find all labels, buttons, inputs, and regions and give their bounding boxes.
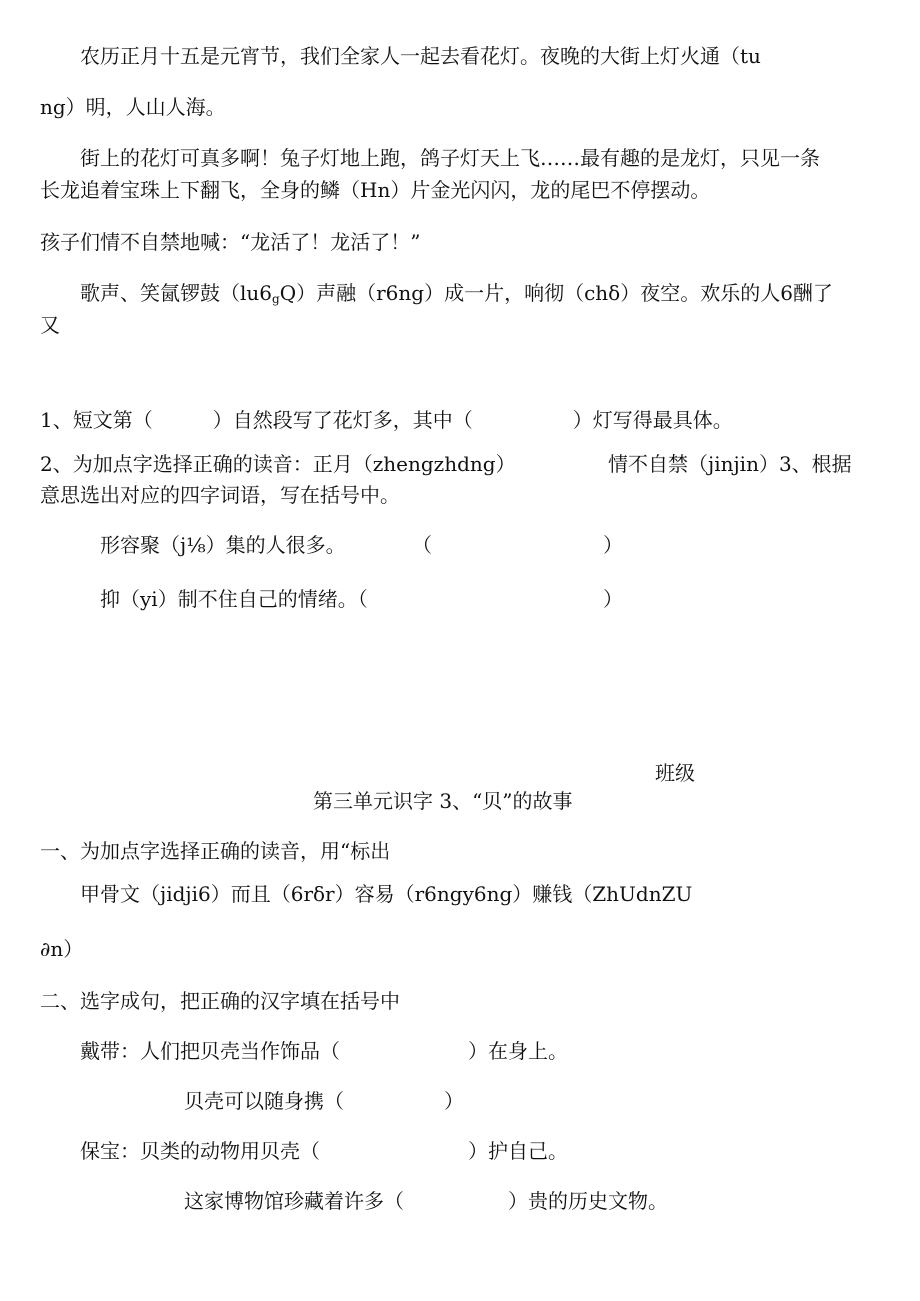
passage-paragraph-1-line-1: 农历正月十五是元宵节，我们全家人一起去看花灯。夜晚的大街上灯火通（tu (80, 44, 761, 68)
passage-paragraph-4-line-1 (80, 279, 833, 313)
passage-paragraph-2-line-2: 长龙追着宝珠上下翻飞，全身的鳞（Hn）片金光闪闪，龙的尾巴不停摆动。 (40, 178, 711, 202)
question-3-item-1-close-paren: ） (603, 533, 623, 557)
question-3-item-2-close-paren: ） (603, 587, 623, 611)
passage-paragraph-3: 孩子们情不自禁地喊：“龙活了！龙活了！” (40, 230, 421, 254)
passage-paragraph-4-subscript: g (272, 292, 280, 306)
question-1: 1、短文第（ ）自然段写了花灯多，其中（ ）灯写得最具体。 (40, 408, 733, 432)
passage-paragraph-4-part-b: Q）声融（r6ng）成一片，响彻（chδ）夜空。欢乐的人6酬了 (279, 281, 833, 305)
bao-sentence-1: 保宝：贝类的动物用贝壳（ (80, 1139, 320, 1163)
dai-sentence-2: 贝壳可以随身携（ (184, 1089, 344, 1113)
passage-paragraph-2-line-1: 街上的花灯可真多啊！兔子灯地上跑，鸽子灯天上飞……最有趣的是龙灯，只见一条 (80, 146, 820, 170)
passage-paragraph-1-line-2: ng）明，人山人海。 (40, 95, 226, 119)
part-1-line-1: 甲骨文（jidji6）而且（6rδr）容易（r6ngy6ng）赚钱（ZhUdnZU (80, 882, 693, 906)
part-1-heading: 一、为加点字选择正确的读音，用“标出 (40, 839, 391, 863)
passage-paragraph-4-line-2: 又 (40, 313, 60, 337)
dai-sentence-2-end: ） (444, 1089, 464, 1113)
part-2-heading: 二、选字成句，把正确的汉字填在括号中 (40, 989, 400, 1013)
class-label: 班级 (655, 761, 695, 785)
section-title: 第三单元识字 3、“贝”的故事 (313, 789, 573, 813)
question-2-part-b: 情不自禁（jinjin）3、根据 (608, 452, 852, 476)
question-3-item-1-open-paren: （ (412, 533, 432, 557)
question-2-part-a: 2、为加点字选择正确的读音：正月（zhengzhdng） (40, 452, 516, 476)
question-3-item-1-text: 形容聚（j⅛）集的人很多。 (100, 533, 346, 557)
bao-sentence-2: 这家博物馆珍藏着许多（ (184, 1189, 404, 1213)
dai-sentence-1: 戴带：人们把贝壳当作饰品（ (80, 1039, 340, 1063)
bao-sentence-1-end: ）护自己。 (468, 1139, 568, 1163)
question-3-item-2-text: 抑（yi）制不住自己的情绪。（ (100, 587, 368, 611)
bao-sentence-2-end: ）贵的历史文物。 (508, 1189, 668, 1213)
dai-sentence-1-end: ）在身上。 (468, 1039, 568, 1063)
part-1-line-2: ∂n） (40, 937, 84, 961)
passage-paragraph-4-part-a: 歌声、笑氤锣鼓（lu6 (80, 281, 273, 305)
question-3-instruction: 意思选出对应的四字词语，写在括号中。 (40, 483, 400, 507)
